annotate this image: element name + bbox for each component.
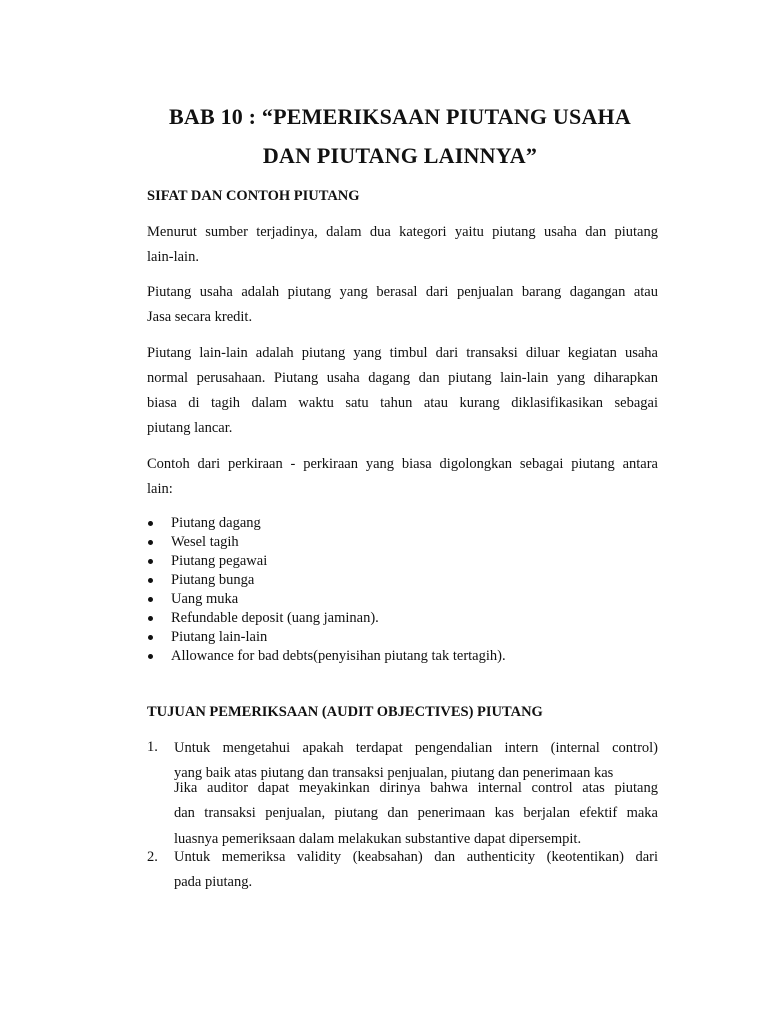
paragraph-line: Piutang usaha adalah piutang yang berasal dari penjualan barang dagangan atau: [147, 284, 658, 300]
section-heading-tujuan: TUJUAN PEMERIKSAAN (AUDIT OBJECTIVES) PIUTANG: [147, 704, 543, 720]
section-heading-sifat: SIFAT DAN CONTOH PIUTANG: [147, 188, 360, 204]
objective-line: Untuk memeriksa validity (keabsahan) dan authenticity (keotentikan) dari: [174, 849, 658, 865]
paragraph-line: Menurut sumber terjadinya, dalam dua kategori yaitu piutang usaha dan piutang: [147, 224, 658, 240]
paragraph-line: Contoh dari perkiraan - perkiraan yang biasa digolongkan sebagai piutang antara: [147, 456, 658, 472]
bullet-item: Piutang pegawai: [147, 552, 506, 571]
objective-item-1: [174, 739, 658, 850]
objective-line: Untuk mengetahui apakah terdapat pengendalian intern (internal control): [174, 740, 658, 756]
paragraph-line: lain-lain.: [147, 249, 199, 265]
paragraph-1: [147, 220, 658, 270]
paragraph-line: Jasa secara kredit.: [147, 309, 253, 325]
objective-item-2: [174, 849, 658, 893]
bullet-item: Allowance for bad debts(penyisihan piutang tak tertagih).: [147, 647, 506, 666]
document-title-line-1: BAB 10 : “PEMERIKSAAN PIUTANG USAHA: [169, 104, 631, 129]
objective-line: pada piutang.: [174, 874, 253, 890]
list-number: 1.: [147, 739, 158, 755]
bullet-item: Piutang bunga: [147, 571, 506, 590]
bullet-item: Wesel tagih: [147, 533, 506, 552]
objective-line: luasnya pemeriksaan dalam melakukan substantive dapat dipersempit.: [174, 831, 582, 847]
bullet-item: Piutang dagang: [147, 514, 506, 533]
paragraph-line: piutang lancar.: [147, 420, 233, 436]
list-number: 2.: [147, 849, 158, 865]
objective-line: Jika auditor dapat meyakinkan dirinya bahwa internal control atas piutang: [174, 780, 658, 796]
bullet-item: Refundable deposit (uang jaminan).: [147, 609, 506, 628]
paragraph-line: lain:: [147, 481, 173, 497]
paragraph-line: Piutang lain-lain adalah piutang yang timbul dari transaksi diluar kegiatan usaha: [147, 345, 658, 361]
objective-line: yang baik atas piutang dan transaksi penjualan, piutang dan penerimaan kas: [174, 765, 614, 781]
objective-line: dan transaksi penjualan, piutang dan penerimaan kas berjalan efektif maka: [174, 805, 658, 821]
paragraph-3: [147, 341, 658, 441]
document-title-line-2: DAN PIUTANG LAINNYA”: [262, 143, 538, 168]
paragraph-2: [147, 280, 658, 330]
paragraph-4: [147, 452, 658, 502]
bullet-item: Uang muka: [147, 590, 506, 609]
paragraph-line: biasa di tagih dalam waktu satu tahun atau kurang diklasifikasikan sebagai: [147, 395, 658, 411]
receivables-bullet-list: [147, 514, 506, 666]
bullet-item: Piutang lain-lain: [147, 628, 506, 647]
paragraph-line: normal perusahaan. Piutang usaha dagang dan piutang lain-lain yang diharapkan: [147, 370, 658, 386]
